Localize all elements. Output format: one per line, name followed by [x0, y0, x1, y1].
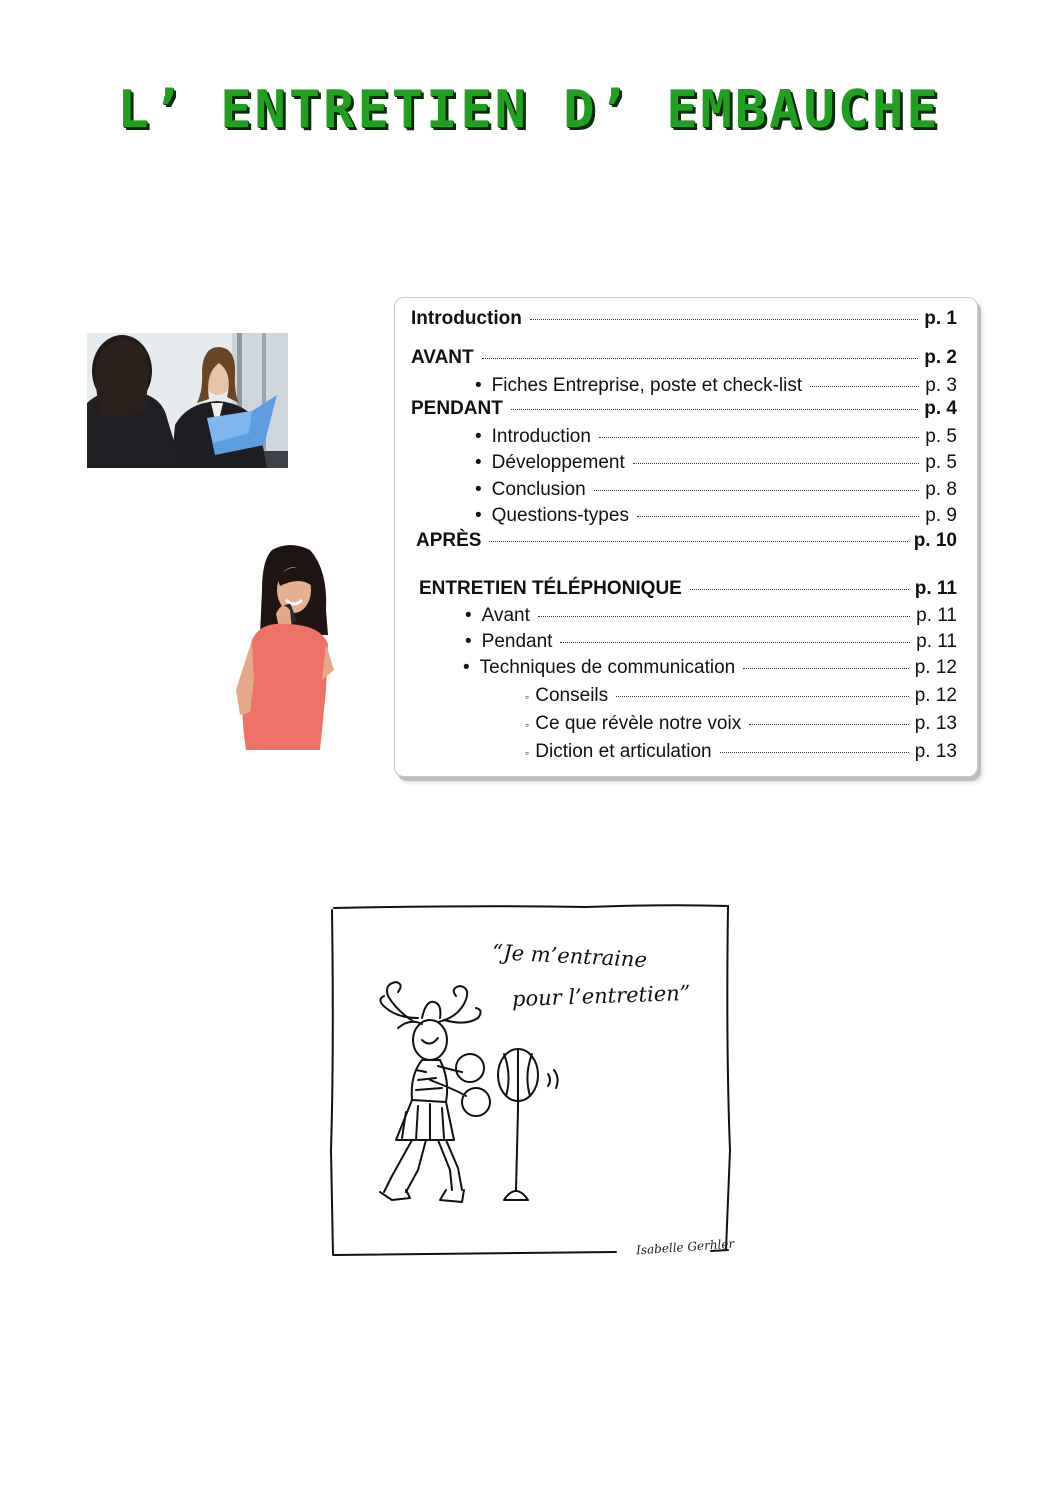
bullet-icon: • [463, 657, 470, 678]
dot-leader [616, 696, 909, 697]
toc-entry-label: Questions-types [491, 505, 629, 526]
toc-entry [419, 578, 957, 600]
toc-entry [475, 505, 957, 527]
toc-entry [416, 530, 957, 552]
toc-entry-page: p. 5 [925, 452, 957, 473]
toc-entry [475, 479, 957, 501]
toc-entry-page: p. 2 [924, 347, 957, 368]
toc-entry-page: p. 11 [916, 631, 957, 652]
dot-leader [594, 490, 920, 491]
bullet-icon: • [475, 452, 482, 473]
toc-entry-page: p. 13 [914, 741, 957, 762]
toc-entry-page: p. 13 [914, 713, 957, 734]
toc-entry [475, 452, 957, 474]
dot-leader [599, 437, 919, 438]
dot-leader [720, 752, 909, 753]
toc-entry-page: p. 11 [914, 578, 957, 599]
circle-bullet-icon: ◦ [525, 718, 530, 732]
toc-entry-label: Introduction [411, 308, 522, 329]
toc-entry [411, 398, 957, 420]
toc-entry-label: Diction et articulation [535, 741, 712, 762]
toc-entry-page: p. 10 [913, 530, 957, 551]
toc-entry-label: Pendant [481, 631, 553, 652]
toc-entry [475, 426, 957, 448]
dot-leader [560, 642, 910, 643]
toc-entry-label: Introduction [491, 426, 591, 447]
toc-entry-label: PENDANT [411, 398, 503, 419]
toc-entry-label: Fiches Entreprise, poste et check-list [491, 375, 803, 396]
toc-entry-page: p. 3 [925, 375, 957, 396]
bullet-icon: • [465, 605, 472, 626]
quote-text-line1: “Je m’entraine [491, 939, 648, 973]
bullet-icon: • [475, 479, 482, 500]
dot-leader [637, 516, 919, 517]
toc-entry-page: p. 12 [914, 685, 957, 706]
toc-entry [475, 375, 957, 397]
quote-text-line2: pour l’entretien” [511, 980, 691, 1012]
bullet-icon: • [475, 505, 482, 526]
dot-leader [489, 541, 907, 542]
toc-entry-label: ENTRETIEN TÉLÉPHONIQUE [419, 578, 682, 599]
toc-entry-label: Avant [481, 605, 530, 626]
toc-entry [525, 713, 957, 735]
dot-leader [743, 668, 908, 669]
dot-leader [690, 589, 909, 590]
dot-leader [633, 463, 920, 464]
artist-signature: Isabelle Gerhler [635, 1236, 735, 1258]
toc-entry-page: p. 4 [924, 398, 957, 419]
dot-leader [810, 386, 919, 387]
table-of-contents [394, 297, 978, 777]
woman-on-phone-photo [230, 540, 340, 750]
job-interview-photo [87, 333, 288, 468]
toc-entry [525, 741, 957, 763]
toc-entry-label: Ce que révèle notre voix [535, 713, 742, 734]
dot-leader [749, 724, 909, 725]
toc-entry [465, 605, 957, 627]
toc-entry [411, 308, 957, 330]
bullet-icon: • [475, 426, 482, 447]
dot-leader [530, 319, 918, 320]
toc-entry-page: p. 1 [924, 308, 957, 329]
toc-entry-page: p. 8 [925, 479, 957, 500]
toc-entry-label: Conseils [535, 685, 609, 706]
dot-leader [511, 409, 918, 410]
boxing-training-drawing [326, 900, 734, 1262]
toc-entry-label: Techniques de communication [479, 657, 736, 678]
toc-entry-page: p. 9 [925, 505, 957, 526]
dot-leader [482, 358, 919, 359]
toc-entry-label: APRÈS [416, 530, 482, 551]
toc-entry [463, 657, 957, 679]
toc-entry-page: p. 12 [914, 657, 957, 678]
bullet-icon: • [465, 631, 472, 652]
toc-entry-label: Conclusion [491, 479, 586, 500]
toc-entry-label: Développement [491, 452, 625, 473]
circle-bullet-icon: ◦ [525, 746, 530, 760]
toc-entry [525, 685, 957, 707]
toc-entry-page: p. 11 [916, 605, 957, 626]
toc-entry [411, 347, 957, 369]
page-title: L’ ENTRETIEN D’ EMBAUCHE [117, 80, 941, 140]
toc-entry-label: AVANT [411, 347, 474, 368]
toc-entry-page: p. 5 [925, 426, 957, 447]
dot-leader [538, 616, 910, 617]
toc-entry [465, 631, 957, 653]
circle-bullet-icon: ◦ [525, 690, 530, 704]
bullet-icon: • [475, 375, 482, 396]
